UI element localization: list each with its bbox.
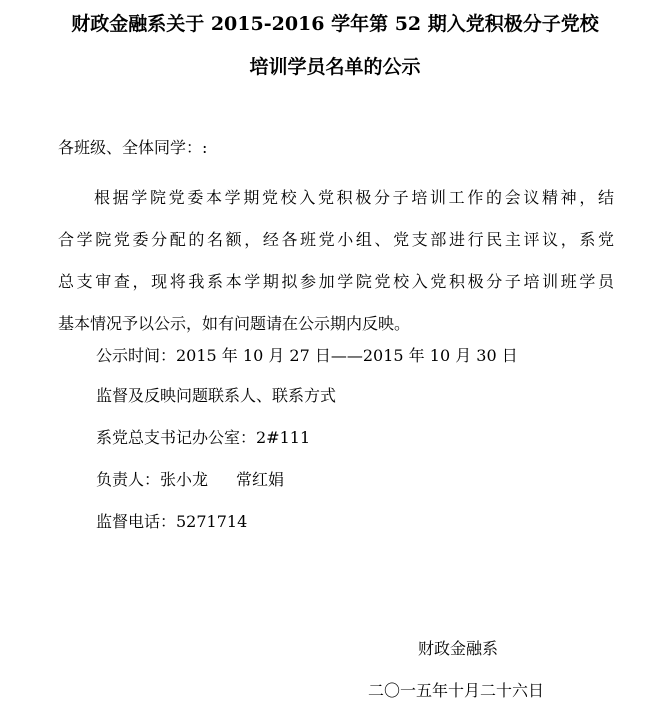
supervision-phone: 监督电话：5271714 [96, 512, 248, 531]
body-line: 根据学院党委本学期党校入党积极分子培训工作的会议精神，结 [94, 188, 614, 207]
body-paragraph [58, 177, 614, 345]
body-line: 合学院党委分配的名额，经各班党小组、党支部进行民主评议，系党 [58, 230, 614, 249]
responsible-label: 负责人：张小龙 [96, 470, 209, 489]
body-line: 总支审查，现将我系本学期拟参加学院党校入党积极分子培训班学员 [58, 272, 614, 291]
document-title-line-2: 培训学员名单的公示 [249, 56, 421, 78]
signature-date: 二〇一五年十月二十六日 [368, 681, 545, 700]
body-line: 基本情况予以公示，如有问题请在公示期内反映。 [58, 314, 411, 333]
responsible-persons [96, 469, 284, 491]
responsible-second: 常红娟 [236, 470, 285, 489]
signature-organization: 财政金融系 [418, 639, 499, 658]
document-title-line-1: 财政金融系关于 2015-2016 学年第 52 期入党积极分子党校 [71, 13, 599, 35]
salutation: 各班级、全体同学：: [58, 138, 208, 157]
announcement-period: 公示时间：2015 年 10 月 27 日——2015 年 10 月 30 日 [96, 346, 518, 365]
office-info: 系党总支书记办公室：2#111 [96, 428, 311, 447]
contact-heading: 监督及反映问题联系人、联系方式 [96, 386, 337, 405]
